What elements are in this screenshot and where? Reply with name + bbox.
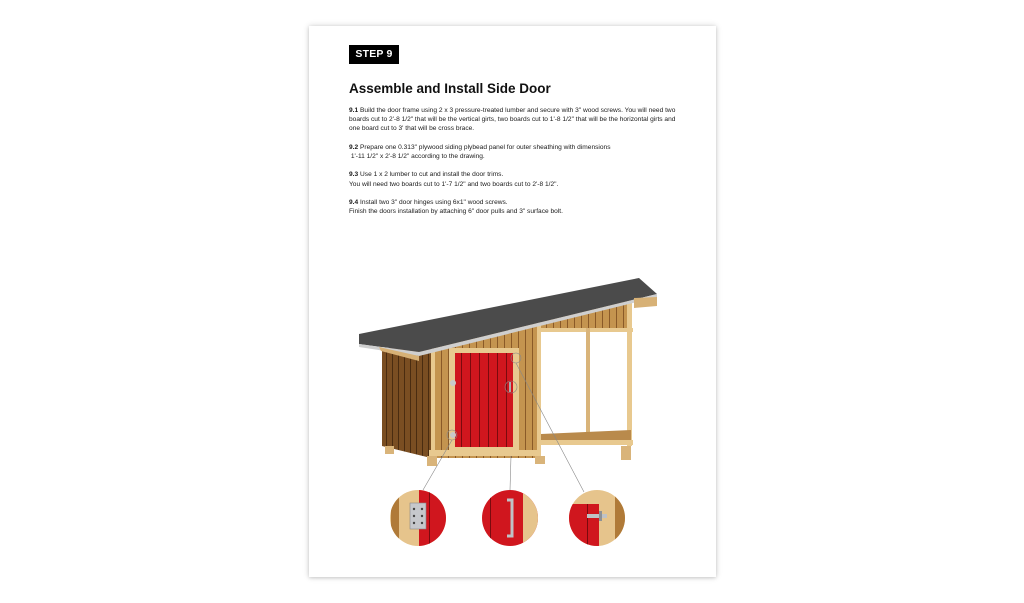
step-number: 9.3 [349, 171, 359, 179]
detail-hinge [389, 490, 449, 550]
instruction-text: Finish the doors installation by attaching 6" door pulls and 3" surface bolt. [349, 208, 563, 216]
instruction-text: 1'-11 1/2" x 2'-8 1/2" according to the drawing. [350, 153, 485, 160]
step-number: 9.1 [349, 107, 359, 114]
shed-illustration [309, 26, 716, 577]
instruction-text: Install two 3" door hinges using 6x1" wood screws. [360, 198, 508, 206]
instruction-page [309, 26, 716, 577]
detail-door-pull [481, 490, 541, 550]
shed-side-wall [382, 348, 435, 459]
instruction-text: Prepare one 0.313" plywood siding plybead panel for outer sheathing with dimensions [360, 143, 611, 151]
step-badge: STEP 9 [349, 45, 399, 64]
step-number: 9.2 [349, 143, 359, 151]
page-title: Assemble and Install Side Door [349, 81, 551, 96]
instruction-text: You will need two boards cut to 1'-7 1/2" and two boards cut to 2'-8 1/2". [349, 180, 559, 188]
step-number: 9.4 [349, 198, 359, 206]
instruction-text: Build the door frame using 2 x 3 pressure-treated lumber and secure with 3" wood screws. You will need two boards cut to 2'-8 1/2" that will be the vertical girts, two boards cut to 1'-8 1/2" that will be the horizontal girts and one board cut to 3' that will be cross brace. [349, 107, 676, 133]
instruction-text: Use 1 x 2 lumber to cut and install the door trims. [360, 171, 504, 179]
side-door [449, 348, 519, 452]
detail-surface-bolt [568, 490, 628, 554]
